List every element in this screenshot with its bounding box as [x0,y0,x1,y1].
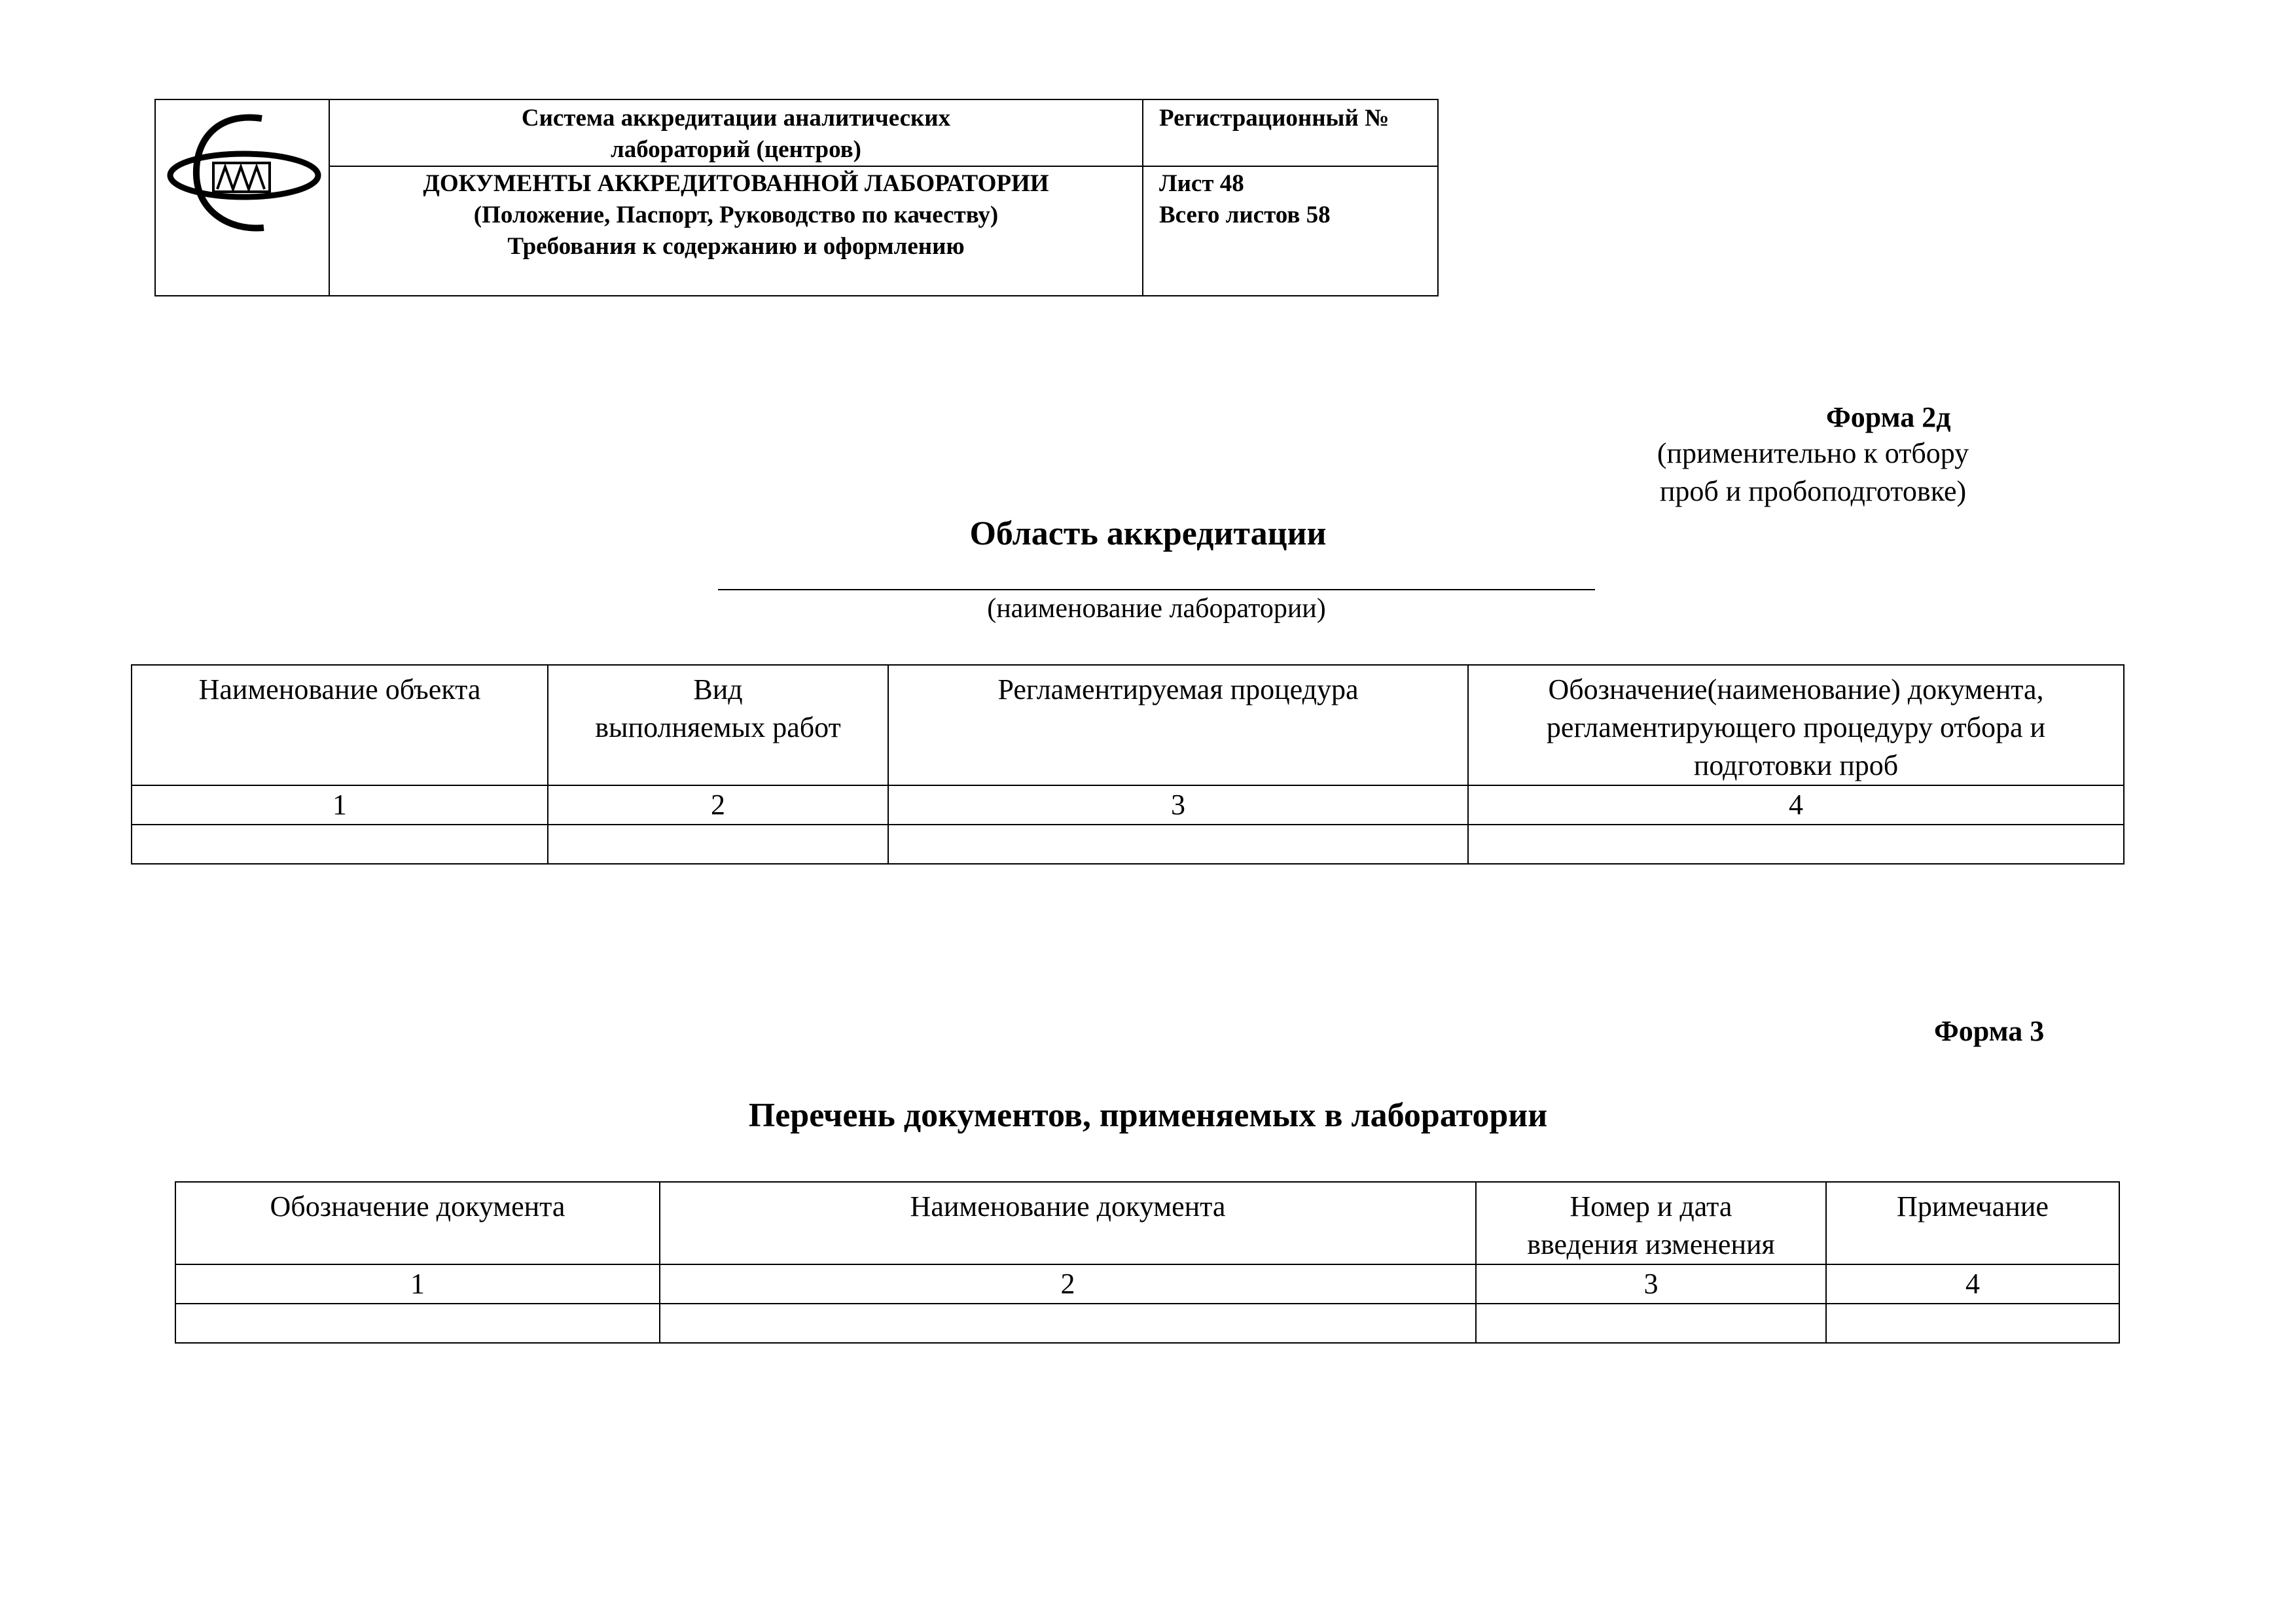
table-cell[interactable] [660,1304,1476,1343]
table-header-row [175,1182,2119,1264]
document-type-line2: (Положение, Паспорт, Руководство по качеству) [473,202,999,229]
column-number: 4 [1826,1264,2119,1304]
table-cell[interactable] [132,825,548,864]
form-2d-subtitle-line1: (применительно к отбору [1657,437,1969,469]
column-number-row [175,1264,2119,1304]
column-header: Регламентируемая процедура [888,665,1468,785]
form-2d-label: Форма 2д [1826,401,1951,433]
table-cell[interactable] [548,825,888,864]
form-2d-subtitle [1630,435,1996,510]
accreditation-area-title: Область аккредитации [969,515,1327,552]
system-name-line1: Система аккредитации аналитических [521,105,951,132]
table-cell[interactable] [1826,1304,2119,1343]
form-3-label: Форма 3 [1934,1015,2045,1047]
table-row [175,1304,2119,1343]
registration-cell [1143,99,1438,166]
column-number: 1 [132,785,548,825]
system-name-line2: лабораторий (центров) [610,136,861,163]
column-header: Примечание [1826,1182,2119,1264]
lab-name-blank-line [718,589,1595,590]
column-header: Вид выполняемых работ [548,665,888,785]
column-number: 1 [175,1264,660,1304]
sheet-info-cell [1143,166,1438,296]
total-sheets: Всего листов 58 [1159,202,1331,229]
column-number-row [132,785,2124,825]
documents-list-title: Перечень документов, применяемых в лаборатории [748,1097,1548,1134]
form-2d-subtitle-line2: проб и пробоподготовке) [1659,475,1967,507]
system-name-cell [329,99,1143,166]
table-cell[interactable] [175,1304,660,1343]
column-number: 2 [660,1264,1476,1304]
document-type-cell [329,166,1143,296]
document-type-line3: Требования к содержанию и оформлению [507,233,965,260]
column-header: Обозначение документа [175,1182,660,1264]
column-header: Номер и дата введения изменения [1476,1182,1826,1264]
document-type-line1: ДОКУМЕНТЫ АККРЕДИТОВАННОЙ ЛАБОРАТОРИИ [423,170,1049,198]
table-cell[interactable] [1476,1304,1826,1343]
table-header-row [132,665,2124,785]
column-header: Обозначение(наименование) документа, регламентирующего процедуру отбора и подготовки проб [1468,665,2124,785]
documents-list-table [175,1181,2120,1344]
accreditation-area-table [131,664,2125,865]
column-header: Наименование документа [660,1182,1476,1264]
sheet-number: Лист 48 [1159,170,1244,198]
table-row [132,825,2124,864]
column-number: 3 [888,785,1468,825]
table-cell[interactable] [888,825,1468,864]
logo-cell [155,99,329,296]
column-header: Наименование объекта [132,665,548,785]
table-cell[interactable] [1468,825,2124,864]
column-number: 2 [548,785,888,825]
document-header [154,99,1439,296]
registration-label: Регистрационный № [1159,105,1390,132]
column-number: 3 [1476,1264,1826,1304]
lab-name-caption: (наименование лаборатории) [987,594,1326,624]
column-number: 4 [1468,785,2124,825]
accreditation-system-logo-icon [156,100,330,292]
